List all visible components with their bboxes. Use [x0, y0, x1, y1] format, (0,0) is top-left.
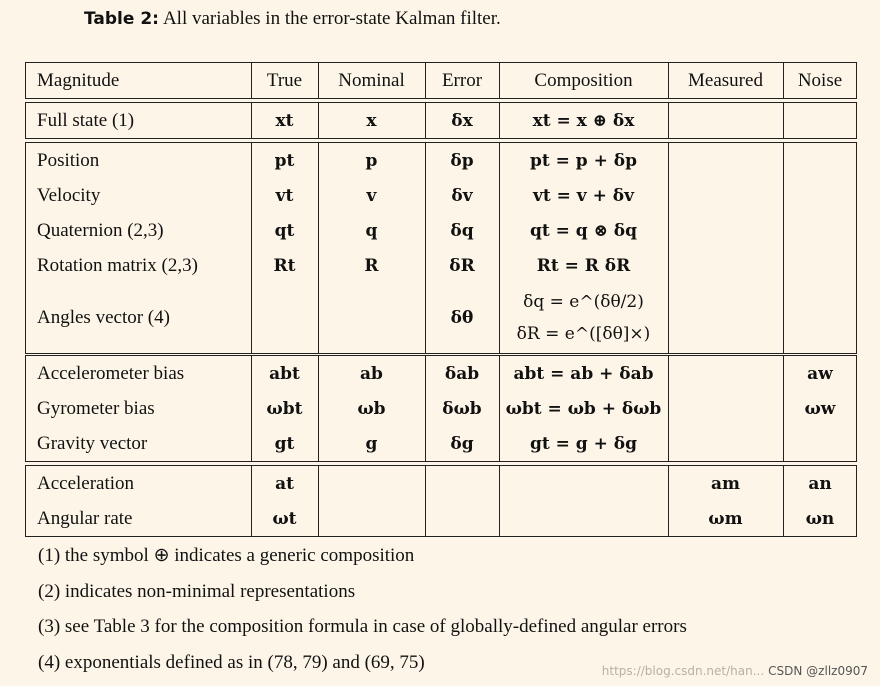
table-row: [26, 178, 856, 213]
table-row: [26, 356, 856, 391]
cell-noise: ωw: [804, 398, 836, 419]
footnotes: [38, 538, 687, 680]
cell-error: δθ: [450, 308, 474, 328]
footnote-4: (4) exponentials defined as in (78, 79) and (69, 75): [38, 651, 425, 673]
table-row: [26, 213, 856, 248]
cell-true: qt: [274, 220, 295, 241]
watermark-url: https://blog.csdn.net/han...: [601, 664, 765, 678]
table-row: [26, 426, 856, 461]
cell-true: gt: [274, 433, 295, 454]
table-row: [26, 248, 856, 283]
cell-composition: gt = g + δg: [529, 433, 637, 454]
footnote-2: (2) indicates non-minimal representations: [38, 580, 356, 602]
cell-error: δab: [444, 363, 480, 384]
cell-nominal: q: [365, 220, 378, 241]
cell-noise: ωn: [805, 508, 835, 529]
table-row: [26, 143, 856, 178]
header-composition: Composition: [534, 69, 633, 91]
row-label: Velocity: [37, 184, 101, 206]
cell-nominal: ab: [360, 363, 383, 384]
table-caption: [84, 8, 501, 30]
cell-composition: pt = p + δp: [529, 150, 637, 171]
watermark-brand: CSDN @zllz0907: [768, 664, 868, 678]
cell-true: ωbt: [266, 398, 303, 419]
cell-composition: qt = q ⊗ δq: [529, 220, 637, 241]
caption-text: All variables in the error-state Kalman filter.: [162, 8, 501, 29]
bias-block: [25, 355, 857, 462]
cell-nominal: R: [364, 255, 379, 276]
inputs-block: [25, 465, 857, 537]
full-state-block: [25, 102, 857, 139]
table-row: [26, 283, 856, 353]
cell-true: at: [275, 473, 294, 494]
full-state-true: xt: [275, 110, 294, 131]
cell-nominal: v: [366, 185, 377, 206]
cell-measured: ωm: [708, 508, 743, 529]
cell-error: δg: [450, 433, 474, 454]
cell-composition: ωbt = ωb + δωb: [505, 398, 662, 419]
header-magnitude: Magnitude: [37, 69, 120, 91]
cell-composition: vt = v + δv: [533, 185, 634, 206]
header-error: Error: [441, 69, 483, 91]
header-true: True: [266, 69, 303, 91]
kinematics-block: [25, 142, 857, 354]
row-label: Gyrometer bias: [37, 397, 155, 419]
cell-error: δv: [451, 185, 473, 206]
row-label: Angles vector (4): [37, 307, 170, 328]
header-measured: Measured: [688, 69, 763, 91]
cell-true: Rt: [273, 255, 296, 276]
cell-true: ωt: [272, 508, 297, 529]
cell-nominal: g: [365, 433, 378, 454]
cell-error: δωb: [442, 398, 482, 419]
full-state-label: Full state (1): [37, 109, 135, 131]
full-state-composition: xt = x ⊕ δx: [532, 110, 635, 131]
watermark: [602, 664, 868, 678]
header-nominal: Nominal: [338, 69, 405, 91]
header-block: [25, 62, 857, 99]
caption-label: Table 2:: [84, 9, 159, 29]
table-row: [26, 391, 856, 426]
footnote-1: (1) the symbol ⊕ indicates a generic composition: [38, 545, 415, 566]
cell-error: δR: [449, 255, 475, 276]
cell-true: abt: [269, 363, 300, 384]
row-label: Rotation matrix (2,3): [37, 254, 198, 276]
cell-error: δq: [450, 220, 474, 241]
full-state-error: δx: [451, 110, 473, 131]
row-label: Gravity vector: [37, 432, 148, 454]
cell-composition: [499, 283, 668, 353]
cell-noise: an: [808, 473, 832, 494]
row-label: Position: [37, 149, 100, 171]
footnote-3: (3) see Table 3 for the composition formula in case of globally-defined angular errors: [38, 616, 687, 637]
row-label: Accelerometer bias: [37, 362, 185, 384]
cell-composition: Rt = R δR: [536, 255, 631, 276]
cell-composition: abt = ab + δab: [513, 363, 654, 384]
cell-measured: am: [710, 473, 740, 494]
cell-true: pt: [274, 150, 295, 171]
full-state-nominal: x: [366, 110, 377, 131]
cell-true: vt: [275, 185, 294, 206]
table-row: [26, 466, 856, 501]
table-row: [26, 501, 856, 536]
composition-line: δR = e^([δθ]×): [516, 324, 651, 344]
cell-noise: aw: [807, 363, 833, 384]
row-label: Quaternion (2,3): [37, 219, 164, 241]
cell-error: δp: [450, 150, 474, 171]
composition-line: δq = e^(δθ/2): [523, 292, 644, 312]
row-label: Acceleration: [37, 472, 135, 494]
cell-nominal: ωb: [357, 398, 386, 419]
row-label: Angular rate: [37, 507, 133, 529]
header-noise: Noise: [797, 69, 843, 91]
cell-nominal: p: [365, 150, 378, 171]
